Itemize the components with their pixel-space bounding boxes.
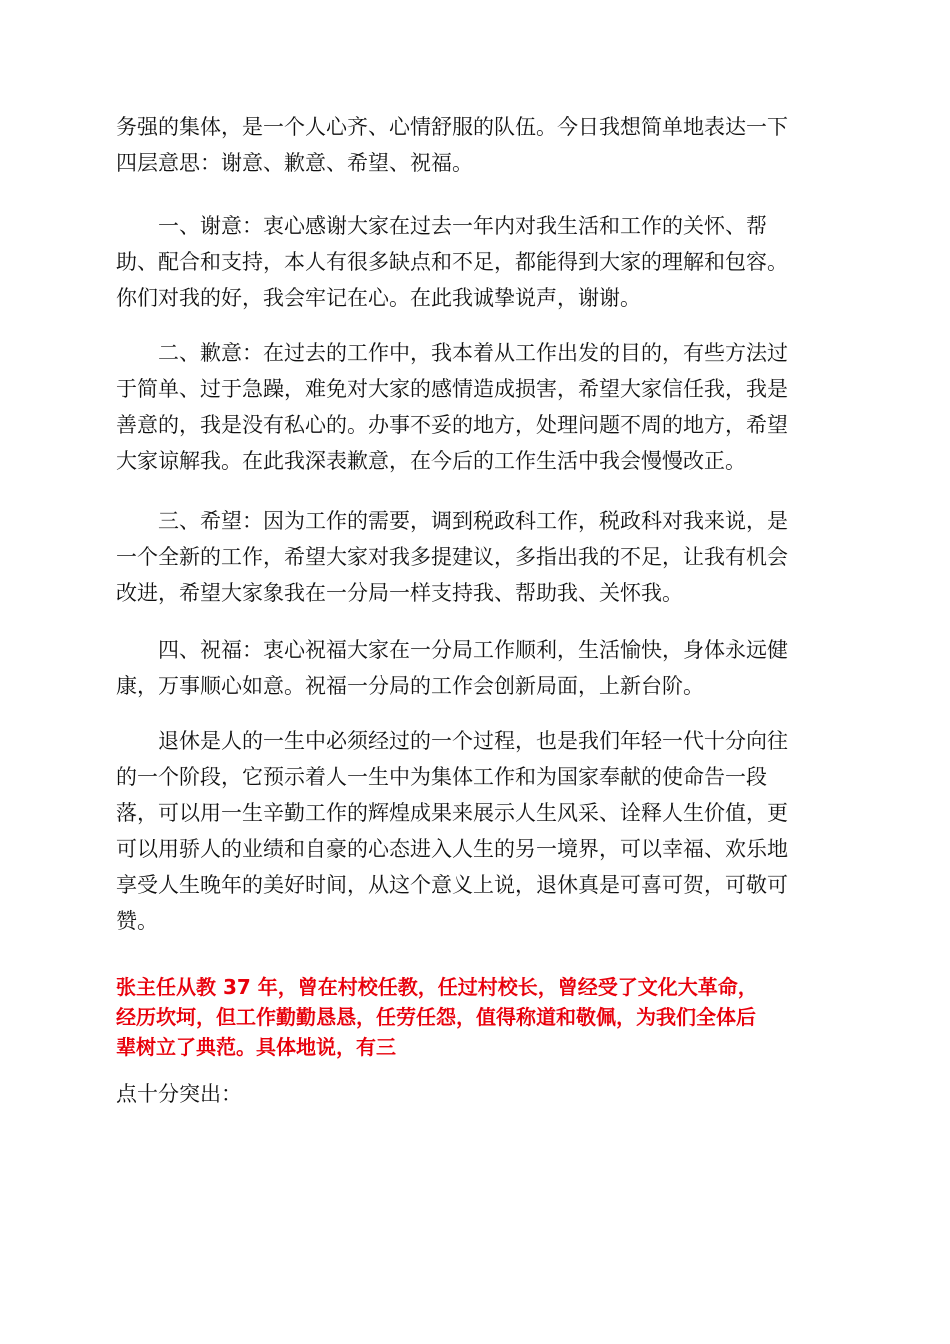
text-line: 退休是人的一生中必须经过的一个过程，也是我们年轻一代十分向往: [116, 729, 788, 753]
text-line: 大家谅解我。在此我深表歉意，在今后的工作生活中我会慢慢改正。: [116, 449, 746, 473]
text-line: 改进，希望大家象我在一分局一样支持我、帮助我、关怀我。: [116, 581, 683, 605]
text-line: 康，万事顺心如意。祝福一分局的工作会创新局面，上新台阶。: [116, 674, 704, 698]
text-line: 享受人生晚年的美好时间，从这个意义上说，退休真是可喜可贺，可敬可: [116, 873, 788, 897]
text-line: 四、祝福：衷心祝福大家在一分局工作顺利，生活愉快，身体永远健: [116, 638, 788, 662]
text-line: 二、歉意：在过去的工作中，我本着从工作出发的目的，有些方法过: [116, 341, 788, 365]
paragraph-hope: [116, 503, 832, 611]
text-line: 一个全新的工作，希望大家对我多提建议，多指出我的不足，让我有机会: [116, 545, 788, 569]
paragraph-thanks: [116, 208, 832, 316]
text-line: 你们对我的好，我会牢记在心。在此我诚挚说声，谢谢。: [116, 286, 641, 310]
paragraph-retirement: [116, 723, 832, 939]
text-line: 赞。: [116, 909, 158, 933]
paragraph-intro: [116, 109, 832, 181]
paragraph-apology: [116, 335, 832, 479]
text-line: 一、谢意：衷心感谢大家在过去一年内对我生活和工作的关怀、帮: [116, 214, 767, 238]
text-line: 善意的，我是没有私心的。办事不妥的地方，处理问题不周的地方，希望: [116, 413, 788, 437]
highlight-line: 经历坎坷，但工作勤勤恳恳，任劳任怨，值得称道和敬佩，为我们全体后: [116, 1005, 756, 1029]
text-line: 务强的集体，是一个人心齐、心情舒服的队伍。今日我想简单地表达一下: [116, 115, 788, 139]
text-line: 的一个阶段，它预示着人一生中为集体工作和为国家奉献的使命告一段: [116, 765, 767, 789]
highlighted-paragraph: [116, 972, 832, 1062]
text-line: 落，可以用一生辛勤工作的辉煌成果来展示人生风采、诠释人生价值，更: [116, 801, 788, 825]
paragraph-blessing: [116, 632, 832, 704]
text-line: 三、希望：因为工作的需要，调到税政科工作，税政科对我来说，是: [116, 509, 788, 533]
closing-paragraph: [116, 1076, 832, 1112]
highlight-line: 辈树立了典范。具体地说，有三: [116, 1035, 396, 1059]
text-line: 助、配合和支持，本人有很多缺点和不足，都能得到大家的理解和包容。: [116, 250, 788, 274]
text-line: 于简单、过于急躁，难免对大家的感情造成损害，希望大家信任我，我是: [116, 377, 788, 401]
highlight-line: 张主任从教 37 年，曾在村校任教，任过村校长，曾经受了文化大革命，: [116, 975, 758, 999]
text-line: 点十分突出：: [116, 1082, 242, 1106]
text-line: 可以用骄人的业绩和自豪的心态进入人生的另一境界，可以幸福、欢乐地: [116, 837, 788, 861]
text-line: 四层意思：谢意、歉意、希望、祝福。: [116, 151, 473, 175]
